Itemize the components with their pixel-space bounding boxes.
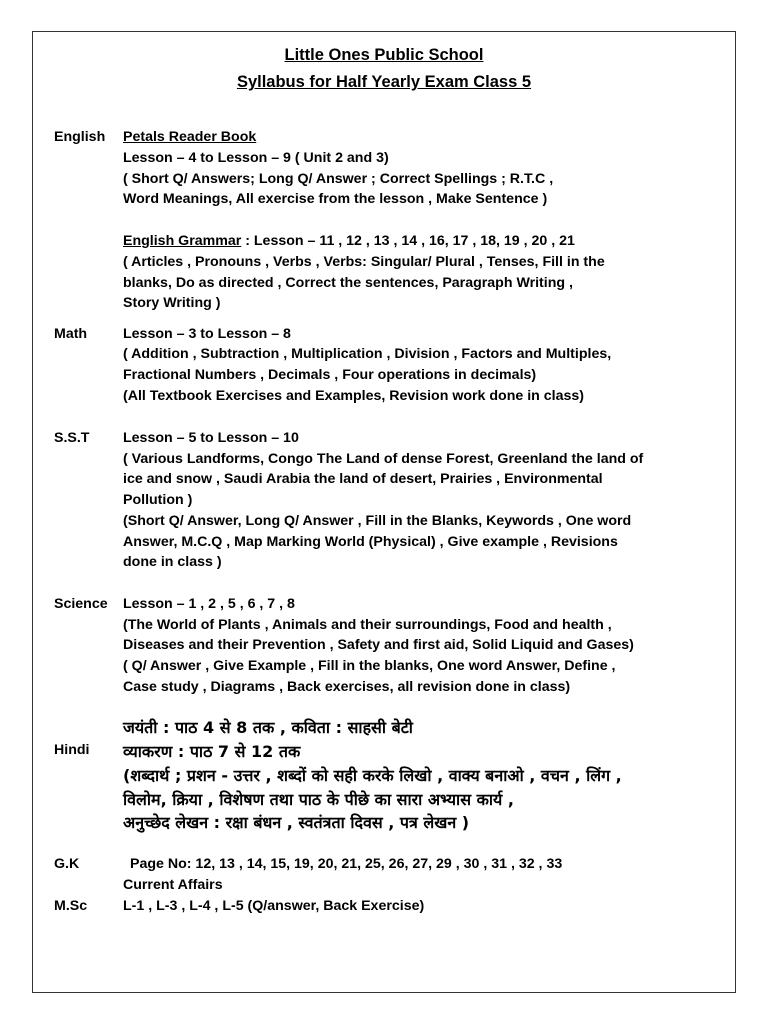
science-line: (The World of Plants , Animals and their surroundings, Food and health ,	[123, 617, 612, 633]
hindi-line: अनुच्छेद लेखन : रक्षा बंधन , स्वतंत्रता दिवस , पत्र लेखन )	[123, 813, 470, 832]
english-book-title: Petals Reader Book	[123, 129, 257, 145]
msc-line: L-1 , L-3 , L-4 , L-5 (Q/answer, Back Exercise)	[123, 898, 425, 914]
subject-sst: S.S.T	[54, 430, 90, 446]
gk-line: Current Affairs	[123, 877, 223, 893]
sst-line: ice and snow , Saudi Arabia the land of desert, Prairies , Environmental	[123, 471, 603, 487]
school-name: Little Ones Public School	[284, 46, 484, 64]
math-line: Lesson – 3 to Lesson – 8	[123, 326, 291, 342]
hindi-line: विलोम, क्रिया , विशेषण तथा पाठ के पीछे का सारा अभ्यास कार्य ,	[123, 790, 514, 809]
sst-line: done in class )	[123, 554, 222, 570]
science-line: Diseases and their Prevention , Safety and first aid, Solid Liquid and Gases)	[123, 637, 634, 653]
english-grammar-line: Story Writing )	[123, 295, 221, 311]
english-grammar-line: ( Articles , Pronouns , Verbs , Verbs: Singular/ Plural , Tenses, Fill in the	[123, 254, 605, 270]
english-grammar-row	[123, 231, 575, 251]
subject-msc: M.Sc	[54, 898, 88, 914]
hindi-line: व्याकरण : पाठ 7 से 12 तक	[123, 742, 301, 761]
subject-science: Science	[54, 596, 108, 612]
sst-line: ( Various Landforms, Congo The Land of dense Forest, Greenland the land of	[123, 451, 644, 467]
math-line: (All Textbook Exercises and Examples, Revision work done in class)	[123, 388, 584, 404]
science-line: Lesson – 1 , 2 , 5 , 6 , 7 , 8	[123, 596, 295, 612]
science-line: Case study , Diagrams , Back exercises, all revision done in class)	[123, 679, 571, 695]
english-grammar-lessons: : Lesson – 11 , 12 , 13 , 14 , 16, 17 , 18, 19 , 20 , 21	[241, 233, 575, 249]
math-line: ( Addition , Subtraction , Multiplication , Division , Factors and Multiples,	[123, 346, 612, 362]
subject-math: Math	[54, 326, 88, 342]
science-line: ( Q/ Answer , Give Example , Fill in the blanks, One word Answer, Define ,	[123, 658, 616, 674]
gk-line: Page No: 12, 13 , 14, 15, 19, 20, 21, 25, 26, 27, 29 , 30 , 31 , 32 , 33	[130, 856, 563, 872]
sst-line: Pollution )	[123, 492, 193, 508]
subject-hindi: Hindi	[54, 742, 90, 758]
sst-line: Answer, M.C.Q , Map Marking World (Physical) , Give example , Revisions	[123, 534, 618, 550]
page-title: Syllabus for Half Yearly Exam Class 5	[236, 73, 532, 91]
english-grammar-label: English Grammar	[123, 233, 242, 249]
hindi-line: जयंती : पाठ 4 से 8 तक , कविता : साहसी बेटी	[123, 718, 413, 737]
english-grammar-line: blanks, Do as directed , Correct the sentences, Paragraph Writing ,	[123, 275, 573, 291]
subject-gk: G.K	[54, 856, 80, 872]
sst-line: (Short Q/ Answer, Long Q/ Answer , Fill in the Blanks, Keywords , One word	[123, 513, 632, 529]
math-line: Fractional Numbers , Decimals , Four operations in decimals)	[123, 367, 537, 383]
english-line: ( Short Q/ Answers; Long Q/ Answer ; Correct Spellings ; R.T.C ,	[123, 171, 554, 187]
sst-line: Lesson – 5 to Lesson – 10	[123, 430, 299, 446]
english-line: Word Meanings, All exercise from the lesson , Make Sentence )	[123, 191, 548, 207]
english-line: Lesson – 4 to Lesson – 9 ( Unit 2 and 3)	[123, 150, 389, 166]
hindi-line: (शब्दार्थ ; प्रशन - उत्तर , शब्दों को सही करके लिखो , वाक्य बनाओ , वचन , लिंग ,	[123, 766, 622, 785]
subject-english: English	[54, 129, 106, 145]
